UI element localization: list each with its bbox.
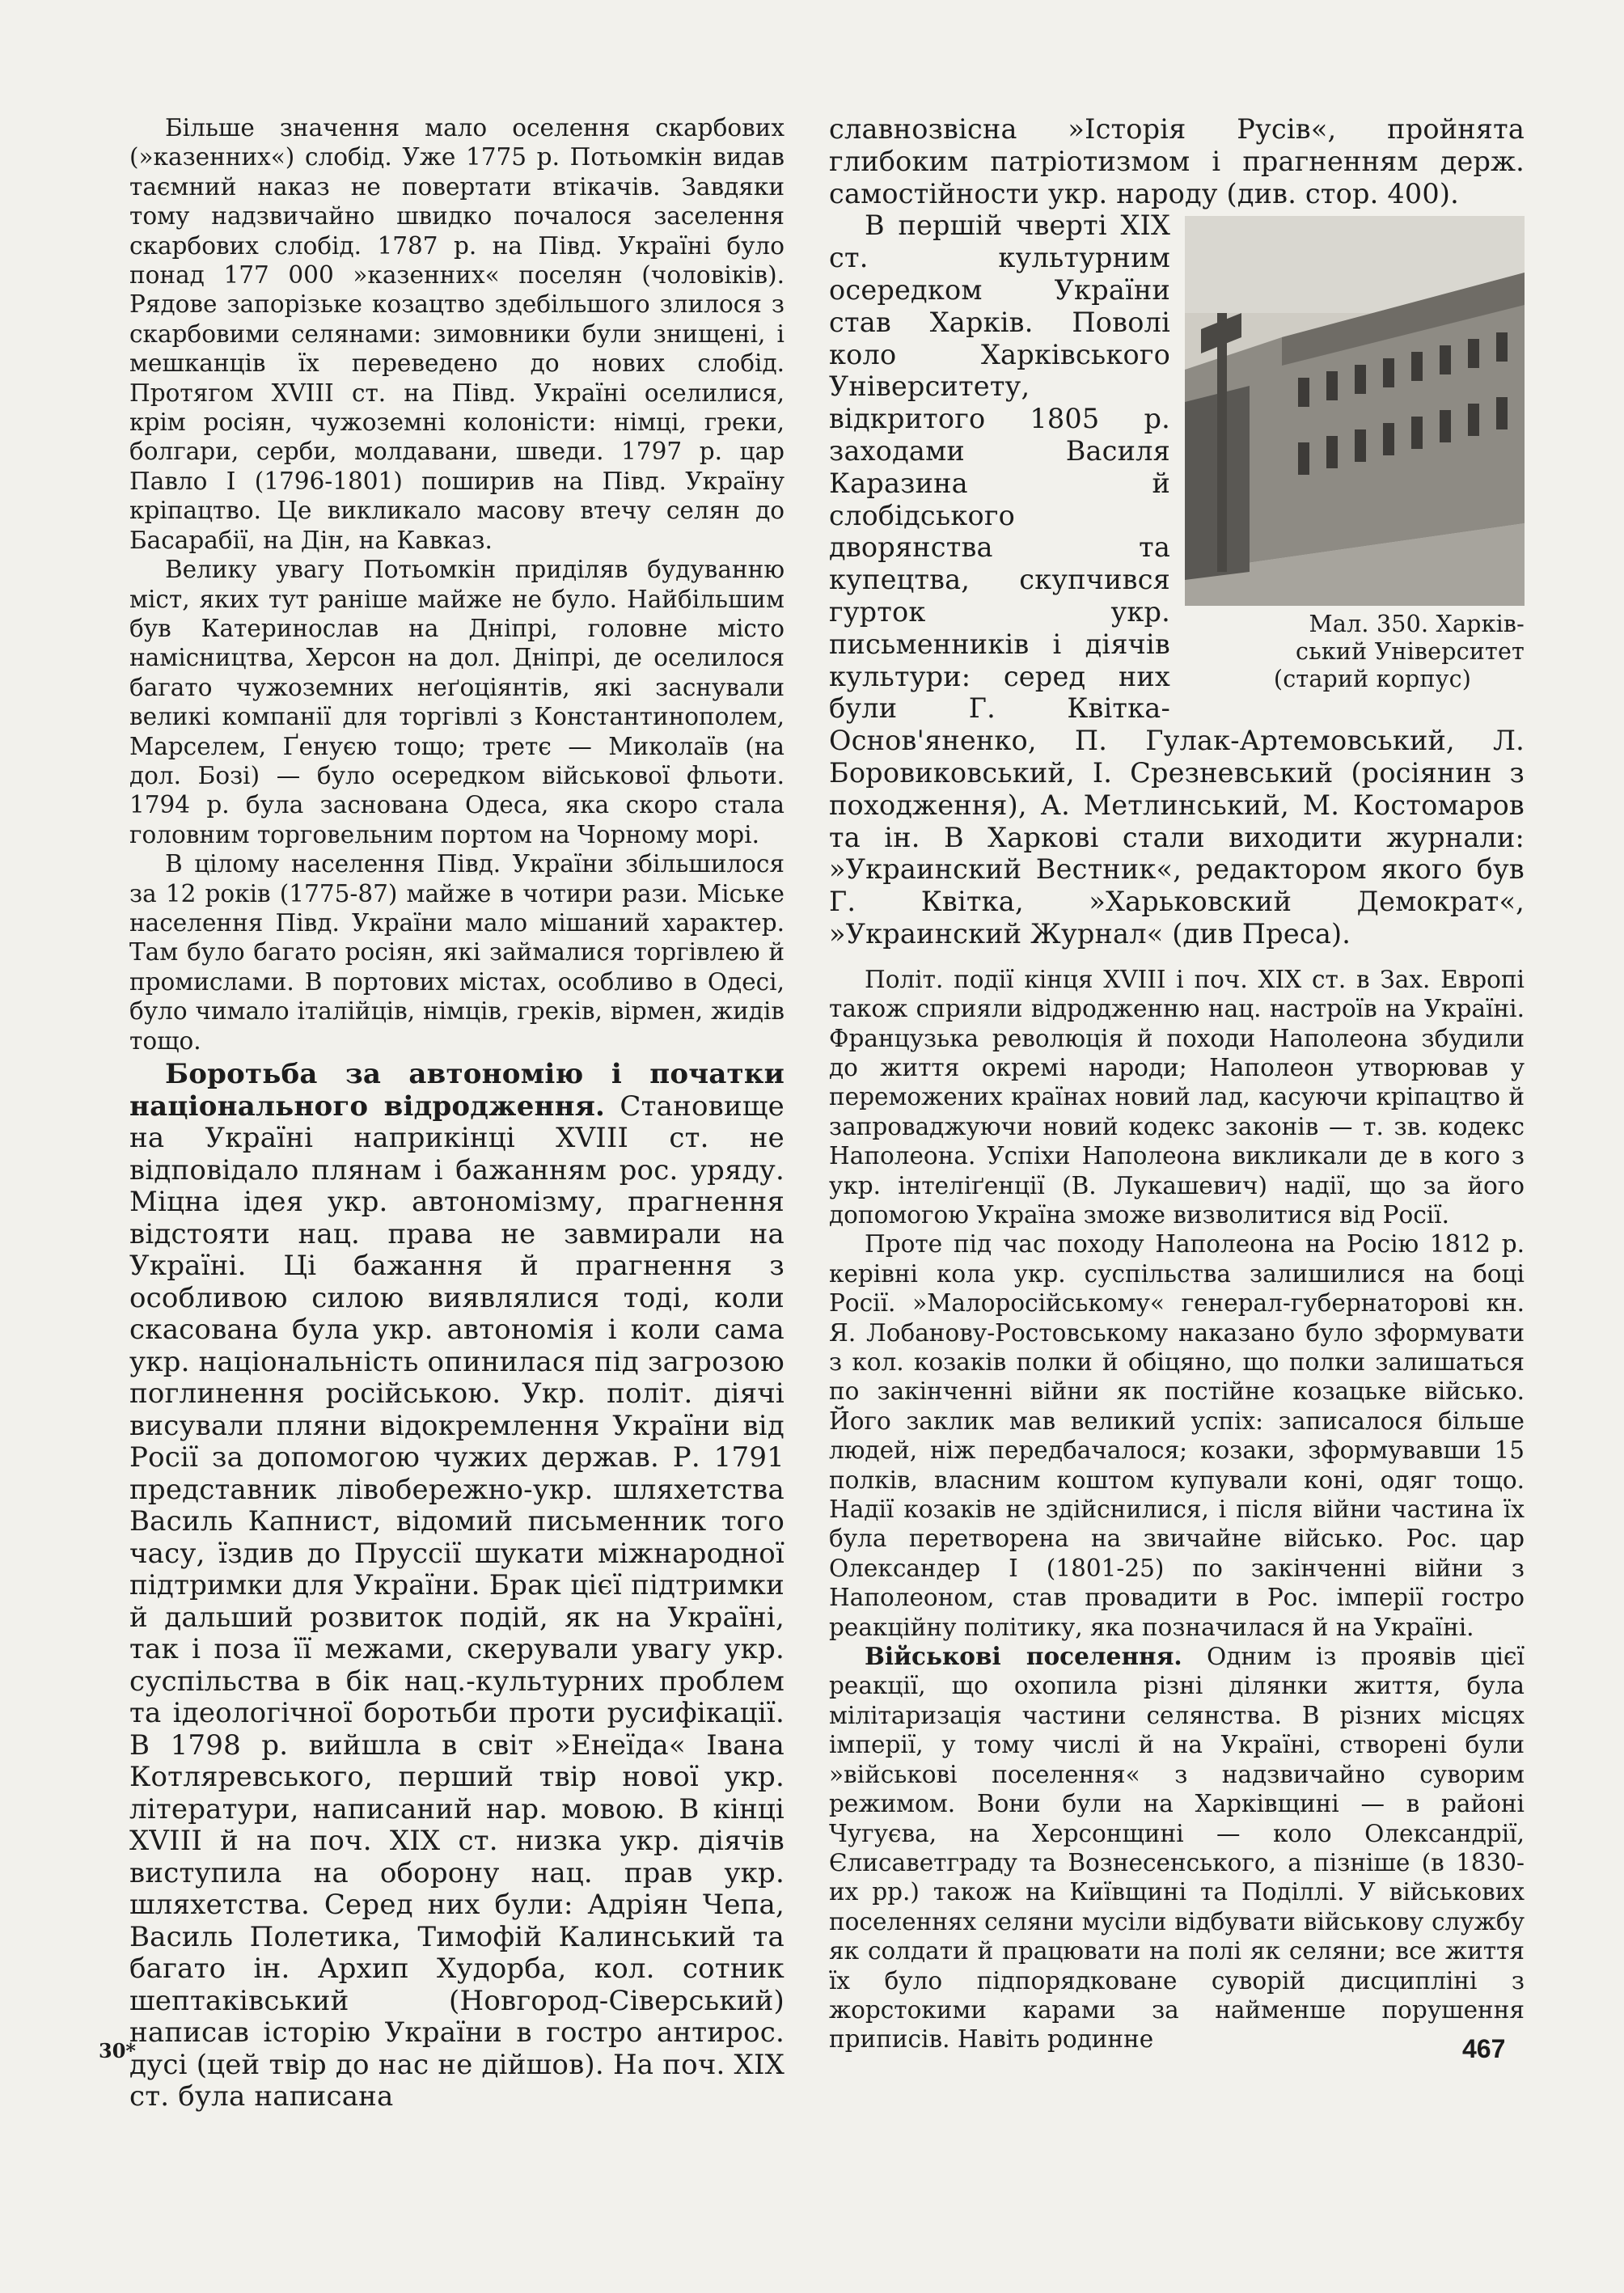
caption-line: (старий корпус) bbox=[1273, 666, 1472, 693]
paragraph-text: В першій чверті XIX ст. культурним осередком України став Харків. Поволі коло Харківського Університету, відкритого 1805 р. заходами Василя Каразина й слобідського дворянства та купецтва, скупчився гурток укр. письменників і діячів культури: серед них були Г. Квітка-Основ'яненко, П. Гулак-Артемовський, Л. Боровиковський, І. Срезневський (росіянин з походження), А. Метлинський, М. Костомаров та ін. В Харкові стали виходити журнали: »Украинский Вестник«, редактором якого був Г. Квітка, »Харьковский Демократ«, »Украинский Журнал« (див Преса). bbox=[829, 209, 1525, 950]
right-column bbox=[829, 113, 1525, 2054]
section-text: Одним із проявів цієї реакції, що охопила різні ділянки життя, була мілітаризація частини селянства. В різних місцях імперії, у тому числі й на Україні, створені були »військові поселення« з надзвичайно суворим режимом. Вони були на Харківщині — в районі Чугуєва, на Херсонщині — коло Олександрії, Єлисаветграду та Вознесенського, а пізніше (в 1830-их рр.) також на Київщині та Поділлі. У військових поселеннях селяни мусіли відбувати військову службу як солдати й працювати на полі як селяни; все життя їх було підпорядковане суворій дисципліні з жорстокими карами за найменше порушення приписів. Навіть родинне bbox=[829, 1643, 1525, 2054]
figure bbox=[1185, 216, 1525, 693]
caption-line: ський Університет bbox=[1296, 638, 1525, 666]
paragraph: Проте під час походу Наполеона на Росію 1812 р. керівні кола укр. суспільства залишилися на боці Росії. »Малоросійському« генерал-губернаторові кн. Я. Лобанову-Ростовському наказано було зформувати з кол. козаків полки й обіцяно, що полки залишаться по закінченні війни як постійне козацьке військо. Його заклик мав великий успіх: записалося більше людей, ніж передбачалося; козаки, зформувавши 15 полків, власним коштом купували коні, одяг тощо. Надії козаків не здійснилися, і після війни частина їх була перетворена на звичайне військо. Рос. цар Олександер I (1801-25) по закінченні війни з Наполеоном, став провадити в Рос. імперії гостро реакційну політику, яка позначилася й на Україні. bbox=[829, 1230, 1525, 1641]
caption-line: Мал. 350. Харків- bbox=[1309, 611, 1525, 638]
paragraph: Велику увагу Потьомкін приділяв будуванню міст, яких тут раніше майже не було. Найбільшим був Катеринослав на Дніпрі, головне місто намісництва, Херсон на дол. Дніпрі, де оселилося багато чужоземних неґоціянтів, які заснували великі компанії для торгівлі з Константинополем, Марселем, Ґенуєю тощо; третє — Миколаїв (на дол. Бозі) — було осередком військової фльоти. 1794 р. була заснована Одеса, яка скоро стала головним торговельним портом на Чорному морі. bbox=[129, 556, 785, 848]
paragraph-with-figure bbox=[829, 209, 1525, 950]
university-photo bbox=[1185, 216, 1525, 606]
left-column bbox=[129, 113, 785, 2113]
section-heading: Військові поселення. bbox=[865, 1642, 1182, 1671]
paragraph: Більше значення мало оселення скарбових (»казенних«) слобід. Уже 1775 р. Потьомкін видав таємний наказ не повертати втікачів. Завдяки тому надзвичайно швидко почалося заселення скарбових слобід. 1787 р. на Півд. Україні було понад 177 000 »казенних« поселян (чоловіків). Рядове запорізьке козацтво здебільшого злилося з скарбовими селянами: зимовники були знищені, і мешканців їх переведено до нових слобід. Протягом XVIII ст. на Півд. Україні оселилися, крім росіян, чужоземні колоністи: німці, греки, болгари, серби, молдавани, шведи. 1797 р. цар Павло I (1796-1801) поширив на Півд. Україну кріпацтво. Це викликало масову втечу селян до Басарабії, на Дін, на Кавказ. bbox=[129, 114, 785, 554]
page-number: 467 bbox=[1462, 2034, 1506, 2063]
paragraph: Політ. події кінця XVIII і поч. XIX ст. в Зах. Европі також сприяли відродженню нац. настроїв на Україні. Французька революція й походи Наполеона збудили до життя окремі народи; Наполеон утворював у переможених країнах новий лад, касуючи кріпацтво й запроваджуючи новий кодекс законів — т. зв. кодекс Наполеона. Успіхи Наполеона викликали де в кого з укр. інтеліґенції (В. Лукашевич) надії, що за його допомогою Україна зможе визволитися від Росії. bbox=[829, 965, 1525, 1229]
section-paragraph bbox=[129, 1059, 785, 2113]
section-text: Становище на Україні наприкінці XVIII ст. не відповідало плянам і бажанням рос. уряду. Міцна ідея укр. автономізму, прагнення відстояти нац. права не завмирали на Україні. Ці бажання й прагнення з особливою силою виявлялися тоді, коли скасована була укр. автономія і коли сама укр. національність опинилася під загрозою поглинення російською. Укр. політ. діячі висували пляни відокремлення України від Росії за допомогою чужих держав. Р. 1791 представник лівобережно-укр. шляхетства Василь Капнист, відомий письменник того часу, їздив до Пруссії шукати міжнародної підтримки для України. Брак цієї підтримки й дальший розвиток подій, як на Україні, так і поза її межами, скерували увагу укр. суспільства в бік нац.-культурних проблем та ідеологічної боротьби проти русифікації. В 1798 р. вийшла в світ »Енеїда« Івана Котляревського, перший твір нової укр. літератури, написаний нар. мовою. В кінці XVIII й на поч. XIX ст. низка укр. діячів виступила на оборону нац. прав укр. шляхетства. Серед них були: Адріян Чепа, Василь Полетика, Тимофій Калинський та багато ін. Архип Худорба, кол. сотник шептаківський (Новгород-Сіверський) написав історію України в гостро антирос. дусі (цей твір до нас не дійшов). На поч. XIX ст. була написана bbox=[129, 1089, 785, 2113]
section-heading: Боротьба за автономію і початки національного відродження. bbox=[129, 1058, 785, 1123]
paragraph: славнозвісна »Історія Русів«, пройнята глибоким патріотизмом і прагненням держ. самостійности укр. народу (див. стор. 400). bbox=[829, 113, 1525, 209]
section-paragraph bbox=[829, 1642, 1525, 2054]
signature-mark: 30* bbox=[99, 2039, 136, 2062]
figure-caption bbox=[1185, 611, 1525, 693]
photo-illustration-icon bbox=[1185, 216, 1525, 606]
paragraph: В цілому населення Півд. України збільшилося за 12 років (1775-87) майже в чотири рази. Міське населення Півд. України мало мішаний характер. Там було багато росіян, які займалися торгівлею й промислами. В портових містах, особливо в Одесі, було чимало італійців, німців, греків, вірмен, жидів тощо. bbox=[129, 850, 785, 1055]
